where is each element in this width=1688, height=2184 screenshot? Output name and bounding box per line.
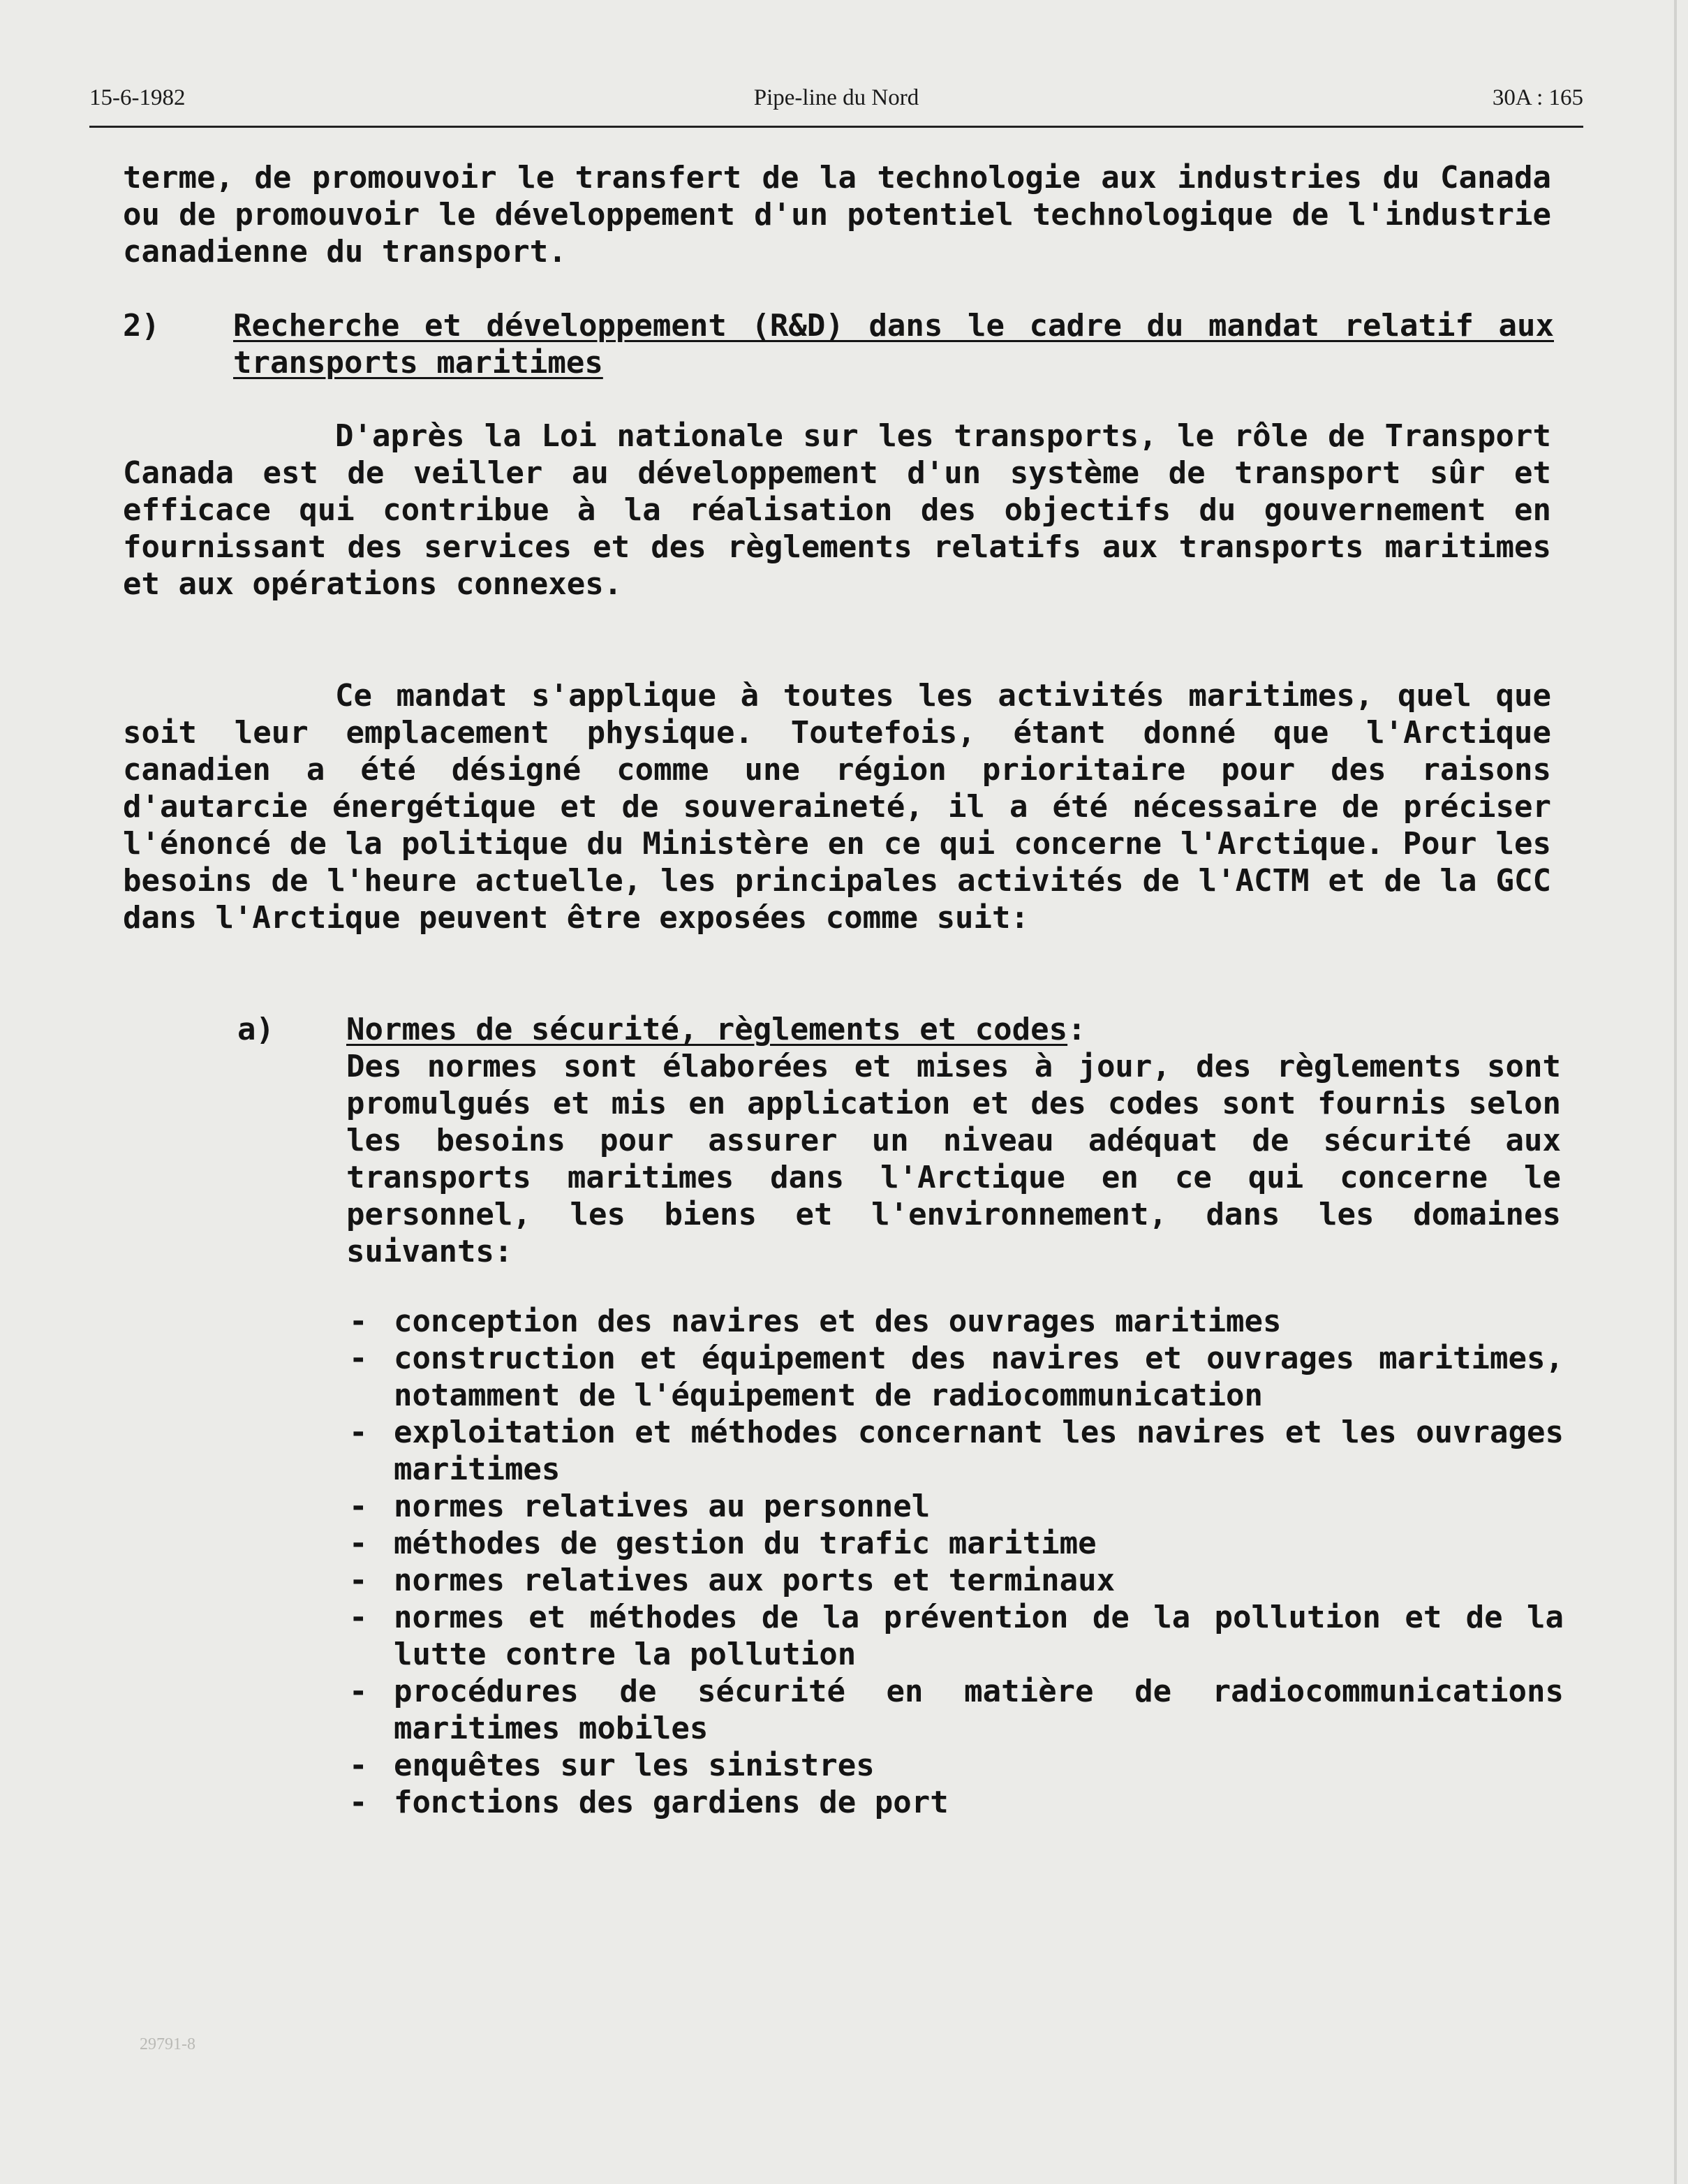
list-item: - normes et méthodes de la prévention de la pollution et de la lutte contre la pollution bbox=[349, 1599, 1564, 1673]
list-item: - procédures de sécurité en matière de radiocommunications maritimes mobiles bbox=[349, 1673, 1564, 1747]
page-edge-shadow bbox=[1674, 0, 1677, 2184]
list-item: - normes relatives au personnel bbox=[349, 1488, 1564, 1525]
domain-list-items bbox=[349, 1303, 1564, 1821]
list-item: - conception des navires et des ouvrages maritimes bbox=[349, 1303, 1564, 1340]
section-number: 2) bbox=[123, 308, 160, 344]
subsection-paragraph: Des normes sont élaborées et mises à jour, des règlements sont promulgués et mis en application et des codes sont fournis selon les besoins pour assurer un niveau adéquat de sécurité aux transports maritimes dans l'Arctique en ce qui concerne le personnel, les biens et l'environnement, dans les domaines suivants: bbox=[346, 1049, 1561, 1269]
footer-code: 29791-8 bbox=[140, 2035, 195, 2053]
section-heading-text: Recherche et développement (R&D) dans le cadre du mandat relatif aux transports maritimes bbox=[233, 308, 1554, 381]
section-2 bbox=[123, 307, 1554, 381]
header-date: 15-6-1982 bbox=[89, 85, 186, 110]
list-item: - fonctions des gardiens de port bbox=[349, 1784, 1564, 1821]
list-item: - méthodes de gestion du trafic maritime bbox=[349, 1525, 1564, 1562]
list-item: - normes relatives aux ports et terminaux bbox=[349, 1562, 1564, 1599]
subsection-letter: a) bbox=[237, 1012, 274, 1047]
list-item: - exploitation et méthodes concernant les navires et les ouvrages maritimes bbox=[349, 1414, 1564, 1488]
list-item: - enquêtes sur les sinistres bbox=[349, 1747, 1564, 1784]
subsection-a bbox=[237, 1011, 1564, 1270]
list-item: - construction et équipement des navires et ouvrages maritimes, notamment de l'équipement de radiocommunication bbox=[349, 1340, 1564, 1414]
header-title: Pipe-line du Nord bbox=[753, 85, 919, 110]
page-header bbox=[89, 85, 1583, 124]
intro-paragraph: terme, de promouvoir le transfert de la technologie aux industries du Canada ou de promouvoir le développement d'un potentiel technologique de l'industrie canadienne du transport. bbox=[123, 160, 1551, 270]
domain-list bbox=[349, 1303, 1564, 1821]
section-paragraph-2: Ce mandat s'applique à toutes les activités maritimes, quel que soit leur emplacement physique. Toutefois, étant donné que l'Arctique canadien a été désigné comme une région prioritaire pour des raisons d'autarcie énergétique et de souveraineté, il a été nécessaire de préciser l'énoncé de la politique du Ministère en ce qui concerne l'Arctique. Pour les besoins de l'heure actuelle, les principales activités de l'ACTM et de la GCC dans l'Arctique peuvent être exposées comme suit: bbox=[123, 678, 1551, 936]
section-paragraph-1: D'après la Loi nationale sur les transports, le rôle de Transport Canada est de veiller au développement d'un système de transport sûr et efficace qui contribue à la réalisation des objectifs du gouvernement en fournissant des services et des règlements relatifs aux transports maritimes et aux opérations connexes. bbox=[123, 418, 1551, 602]
header-page-number: 30A : 165 bbox=[1492, 85, 1583, 110]
header-rule bbox=[89, 126, 1583, 128]
section-heading bbox=[233, 307, 1554, 381]
subsection-heading bbox=[346, 1011, 1564, 1048]
subsection-heading-text: Normes de sécurité, règlements et codes bbox=[346, 1012, 1068, 1047]
subsection-heading-colon: : bbox=[1067, 1012, 1086, 1047]
